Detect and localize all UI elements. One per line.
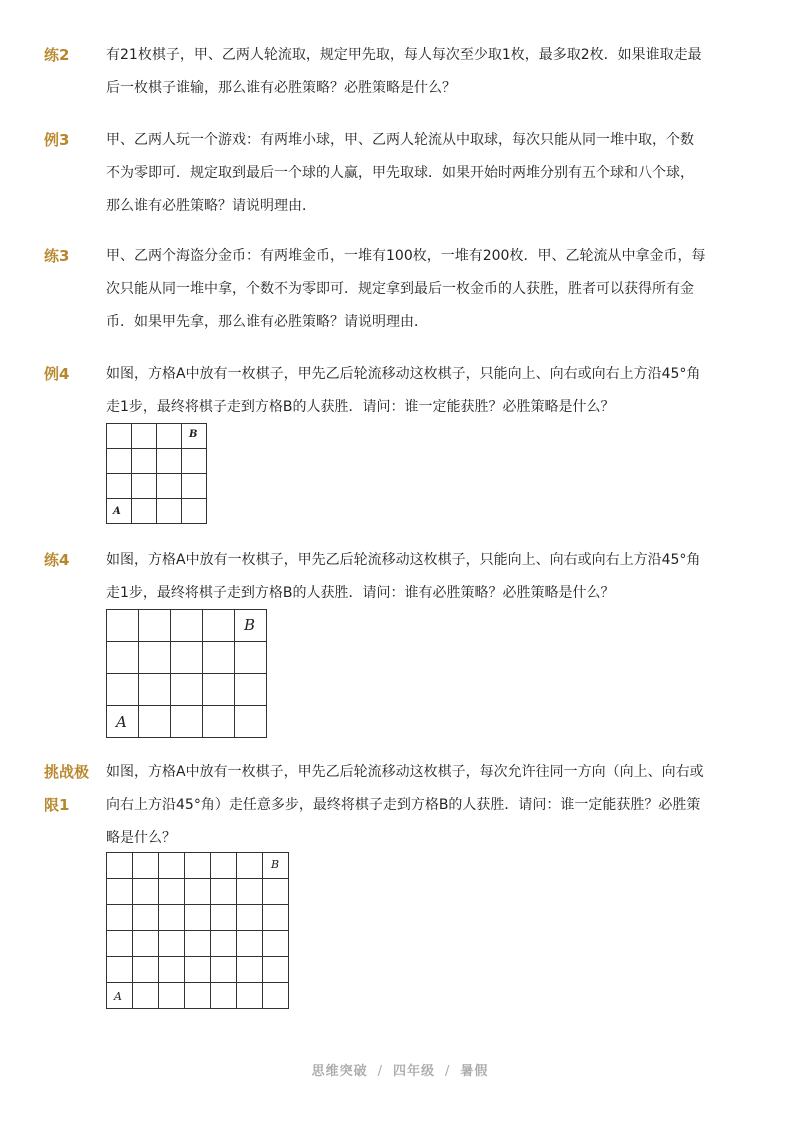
grid-cell [133, 905, 159, 931]
grid-cell [159, 853, 185, 879]
grid-cell [235, 706, 267, 738]
grid-cell [185, 957, 211, 983]
footer-separator: / [445, 1064, 451, 1079]
grid-cell [211, 931, 237, 957]
grid-cell [203, 674, 235, 706]
page-footer [0, 1060, 800, 1079]
grid-cell [182, 499, 207, 524]
grid-cell [263, 931, 289, 957]
cell-label-b: B [244, 616, 256, 634]
text-line: 次只能从同一堆中拿，个数不为零即可．规定拿到最后一枚金币的人获胜，胜者可以获得所有金 [106, 281, 694, 297]
grid-cell [203, 706, 235, 738]
grid-cell-b [235, 610, 267, 642]
problem-text [106, 39, 720, 105]
grid-cell [157, 449, 182, 474]
grid-cell [132, 449, 157, 474]
footer-term: 暑假 [460, 1064, 489, 1079]
grid-cell [133, 957, 159, 983]
grid-cell [107, 931, 133, 957]
grid-cell [182, 474, 207, 499]
cell-label-a: A [113, 506, 121, 517]
text-line: 甲、乙两人玩一个游戏：有两堆小球，甲、乙两人轮流从中取球，每次只能从同一堆中取，个数 [106, 132, 694, 148]
grid-cell [211, 879, 237, 905]
grid-cell [107, 424, 132, 449]
board-grid-lian4 [106, 609, 267, 738]
grid-cell [263, 905, 289, 931]
text-line: 甲、乙两个海盗分金币：有两堆金币，一堆有100枚，一堆有200枚．甲、乙轮流从中拿金币，每 [106, 248, 706, 264]
grid-cell [133, 983, 159, 1009]
grid-cell [133, 879, 159, 905]
grid-cell [235, 674, 267, 706]
grid-cell [171, 642, 203, 674]
grid-cell [159, 957, 185, 983]
problem-text [106, 756, 720, 855]
grid-cell [107, 674, 139, 706]
text-line: 如图，方格A中放有一枚棋子，甲先乙后轮流移动这枚棋子，只能向上、向右或向右上方沿45°角 [106, 552, 701, 568]
grid-cell [211, 853, 237, 879]
grid-cell [157, 499, 182, 524]
grid-cell [185, 931, 211, 957]
grid-cell-b [182, 424, 207, 449]
grid-cell [185, 905, 211, 931]
grid-cell [133, 931, 159, 957]
grid-cell [203, 642, 235, 674]
grid-cell [139, 642, 171, 674]
grid-cell [237, 983, 263, 1009]
grid-cell [211, 983, 237, 1009]
text-line: 不为零即可．规定取到最后一个球的人赢，甲先取球．如果开始时两堆分别有五个球和八个球， [106, 165, 694, 181]
grid-cell [107, 853, 133, 879]
grid-cell [263, 983, 289, 1009]
board-grid-challenge1 [106, 852, 289, 1009]
problem-tag [44, 756, 96, 822]
grid-cell-b [263, 853, 289, 879]
grid-cell [157, 474, 182, 499]
footer-grade: 四年级 [392, 1064, 435, 1079]
grid-cell [107, 642, 139, 674]
grid-cell [211, 905, 237, 931]
grid-cell [171, 674, 203, 706]
footer-subject: 思维突破 [311, 1064, 368, 1079]
text-line: 那么谁有必胜策略？请说明理由． [106, 198, 316, 214]
text-line: 向右上方沿45°角）走任意多步，最终将棋子走到方格B的人获胜．请问：谁一定能获胜？必胜策 [106, 797, 701, 813]
grid-cell [171, 610, 203, 642]
grid-cell [263, 957, 289, 983]
grid-cell [107, 957, 133, 983]
grid-cell [159, 931, 185, 957]
grid-cell [237, 905, 263, 931]
problem-tag: 例4 [44, 365, 70, 383]
grid-cell [132, 474, 157, 499]
grid-cell [159, 983, 185, 1009]
tag-line: 限1 [44, 796, 70, 814]
tag-line: 挑战极 [44, 763, 90, 781]
problem-tag: 例3 [44, 131, 70, 149]
grid-cell [107, 879, 133, 905]
problem-text [106, 544, 720, 610]
text-line: 如图，方格A中放有一枚棋子，甲先乙后轮流移动这枚棋子，每次允许往同一方向（向上、向右或 [106, 764, 704, 780]
grid-cell [132, 424, 157, 449]
grid-cell [263, 879, 289, 905]
text-line: 略是什么？ [106, 830, 176, 846]
grid-cell [235, 642, 267, 674]
grid-cell [107, 449, 132, 474]
text-line: 币．如果甲先拿，那么谁有必胜策略？请说明理由． [106, 314, 428, 330]
grid-cell [157, 424, 182, 449]
grid-cell-a [107, 706, 139, 738]
grid-cell [211, 957, 237, 983]
grid-cell [159, 905, 185, 931]
text-line: 如图，方格A中放有一枚棋子，甲先乙后轮流移动这枚棋子，只能向上、向右或向右上方沿45°角 [106, 366, 701, 382]
grid-cell [133, 853, 159, 879]
cell-label-a: A [114, 990, 122, 1003]
grid-cell [185, 853, 211, 879]
grid-cell [237, 879, 263, 905]
grid-cell [237, 931, 263, 957]
grid-cell [107, 610, 139, 642]
grid-cell [171, 706, 203, 738]
problem-text [106, 124, 720, 223]
grid-cell [182, 449, 207, 474]
grid-cell [159, 879, 185, 905]
grid-cell-a [107, 983, 133, 1009]
board-grid-li4 [106, 423, 207, 524]
cell-label-a: A [116, 713, 127, 731]
grid-cell [107, 905, 133, 931]
grid-cell-a [107, 499, 132, 524]
problem-text [106, 240, 720, 339]
problem-tag: 练3 [44, 247, 70, 265]
grid-cell [203, 610, 235, 642]
grid-cell [107, 474, 132, 499]
grid-cell [139, 674, 171, 706]
cell-label-b: B [271, 858, 280, 871]
grid-cell [132, 499, 157, 524]
problem-tag: 练2 [44, 46, 70, 64]
text-line: 走1步，最终将棋子走到方格B的人获胜．请问：谁一定能获胜？必胜策略是什么？ [106, 399, 615, 415]
text-line: 有21枚棋子，甲、乙两人轮流取，规定甲先取，每人每次至少取1枚，最多取2枚．如果谁取走最 [106, 47, 702, 63]
grid-cell [185, 879, 211, 905]
grid-cell [185, 983, 211, 1009]
problem-text [106, 358, 720, 424]
problem-tag: 练4 [44, 551, 70, 569]
footer-separator: / [377, 1064, 383, 1079]
grid-cell [237, 957, 263, 983]
grid-cell [237, 853, 263, 879]
cell-label-b: B [189, 429, 198, 440]
text-line: 走1步，最终将棋子走到方格B的人获胜．请问：谁有必胜策略？必胜策略是什么？ [106, 585, 615, 601]
grid-cell [139, 610, 171, 642]
text-line: 后一枚棋子谁输，那么谁有必胜策略？必胜策略是什么？ [106, 80, 456, 96]
grid-cell [139, 706, 171, 738]
